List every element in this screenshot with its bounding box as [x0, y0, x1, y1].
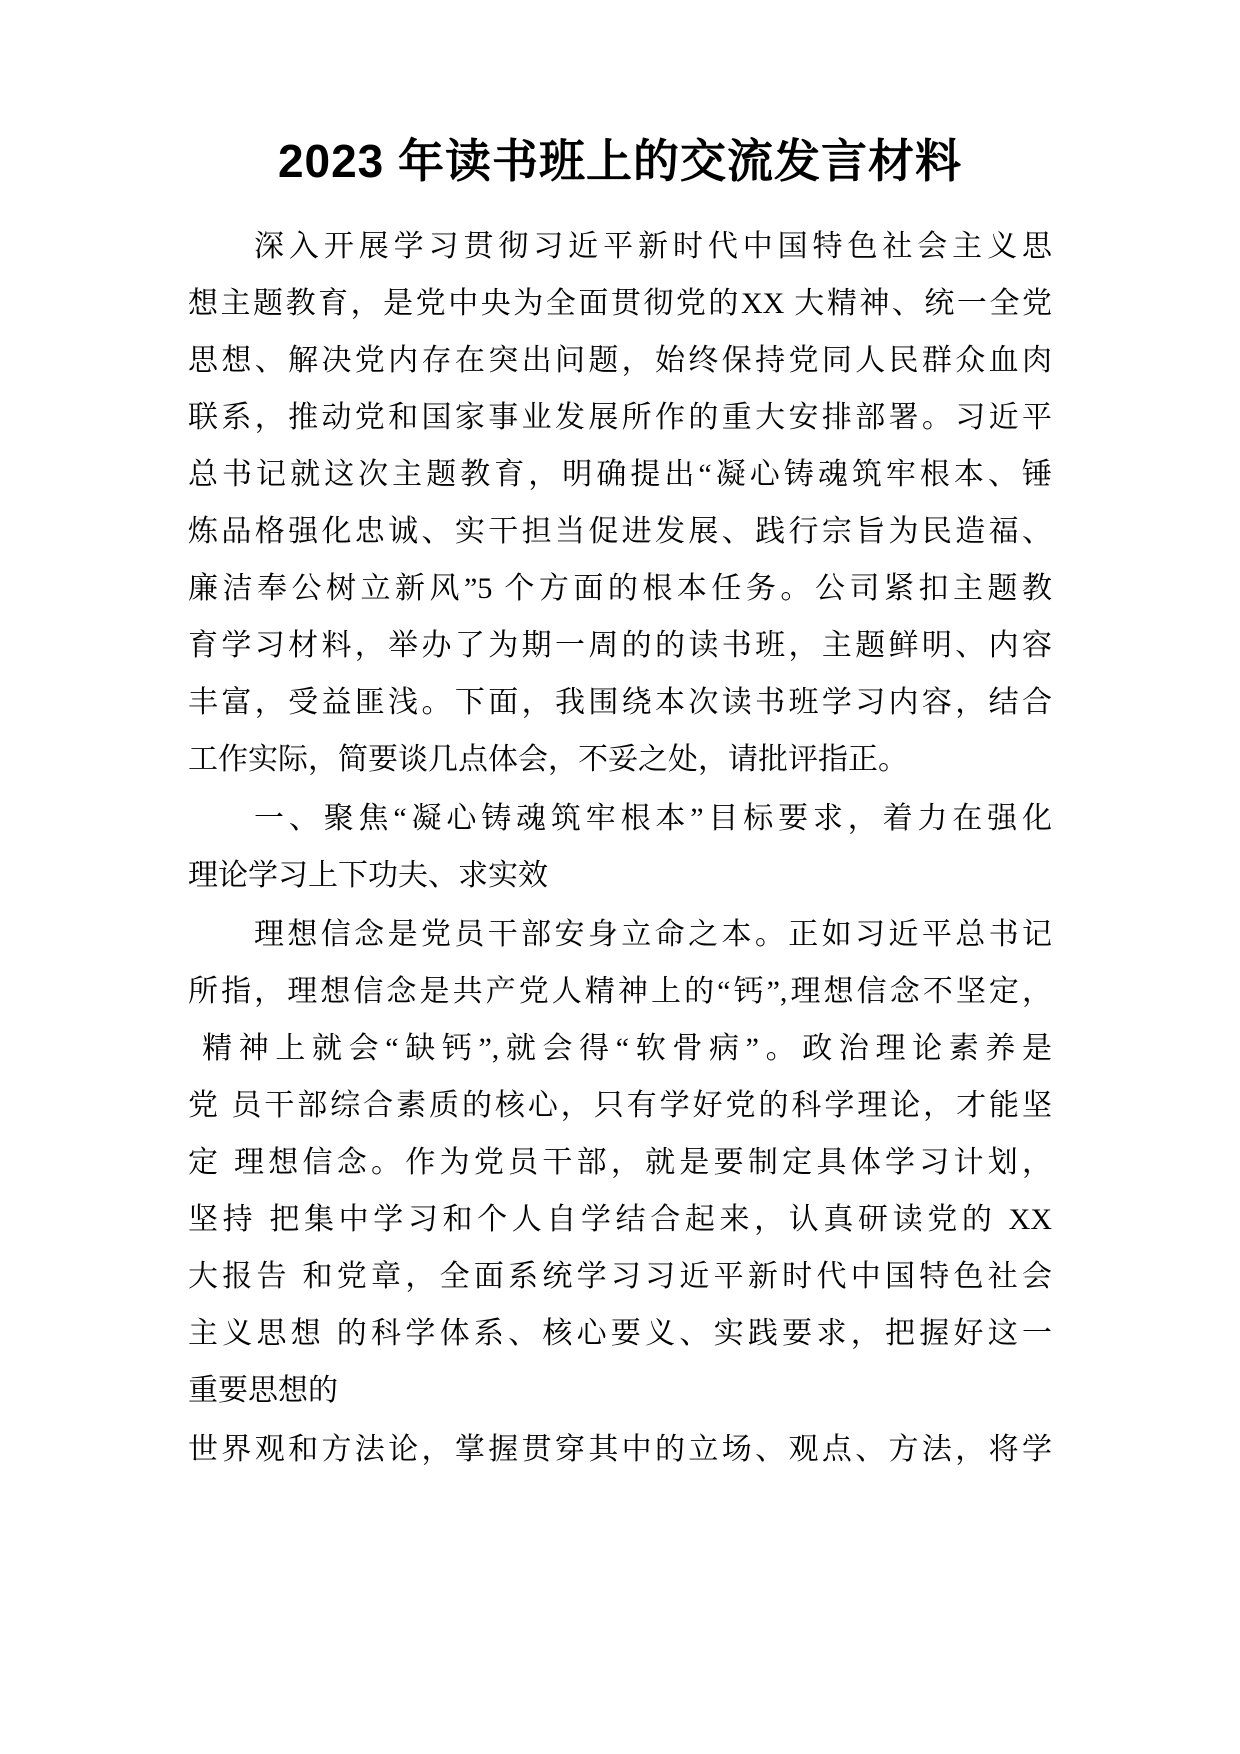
text-line: 定 理想信念。作为党员干部，就是要制定具体学习计划，	[188, 1146, 1052, 1179]
paragraph	[188, 1421, 1052, 1478]
text-line: 总书记就这次主题教育，明确提出“凝心铸魂筑牢根本、锤	[188, 458, 1052, 491]
text-line: 廉洁奉公树立新风”5 个方面的根本任务。公司紧扣主题教	[188, 572, 1052, 605]
document-title: 2023 年读书班上的交流发言材料	[277, 135, 963, 187]
paragraph	[188, 906, 1052, 1419]
text-line: 炼品格强化忠诚、实干担当促进发展、践行宗旨为民造福、	[188, 515, 1052, 548]
text-line: 育学习材料，举办了为期一周的的读书班，主题鲜明、内容	[188, 629, 1052, 662]
text-line: 精神上就会“缺钙”,就会得“软骨病”。政治理论素养是	[188, 1032, 1052, 1065]
text-line: 丰富，受益匪浅。下面，我围绕本次读书班学习内容，结合	[188, 686, 1052, 719]
section-heading	[188, 790, 1052, 904]
text-line: 理想信念是党员干部安身立命之本。正如习近平总书记	[254, 918, 1052, 951]
document-body	[188, 218, 1052, 1478]
paragraph	[188, 218, 1052, 788]
text-line: 理论学习上下功夫、求实效	[188, 859, 548, 892]
text-line: 世界观和方法论，掌握贯穿其中的立场、观点、方法，将学	[188, 1433, 1052, 1466]
text-line: 工作实际，简要谈几点体会，不妥之处，请批评指正。	[188, 743, 908, 776]
text-line: 党 员干部综合素质的核心，只有学好党的科学理论，才能坚	[188, 1089, 1052, 1122]
text-line: 大报告 和党章，全面系统学习习近平新时代中国特色社会	[188, 1260, 1052, 1293]
text-line: 联系，推动党和国家事业发展所作的重大安排部署。习近平	[188, 401, 1052, 434]
text-line: 所指，理想信念是共产党人精神上的“钙”,理想信念不坚定，	[188, 975, 1052, 1008]
text-line: 一、聚焦“凝心铸魂筑牢根本”目标要求，着力在强化	[254, 802, 1052, 835]
text-line: 主义思想 的科学体系、核心要义、实践要求，把握好这一	[188, 1317, 1052, 1350]
text-line: 想主题教育，是党中央为全面贯彻党的XX 大精神、统一全党	[188, 287, 1052, 320]
text-line: 深入开展学习贯彻习近平新时代中国特色社会主义思	[254, 230, 1052, 263]
text-line: 坚持 把集中学习和个人自学结合起来，认真研读党的 XX	[188, 1203, 1052, 1236]
text-line: 重要思想的	[188, 1374, 338, 1407]
text-line: 思想、解决党内存在突出问题，始终保持党同人民群众血肉	[188, 344, 1052, 377]
